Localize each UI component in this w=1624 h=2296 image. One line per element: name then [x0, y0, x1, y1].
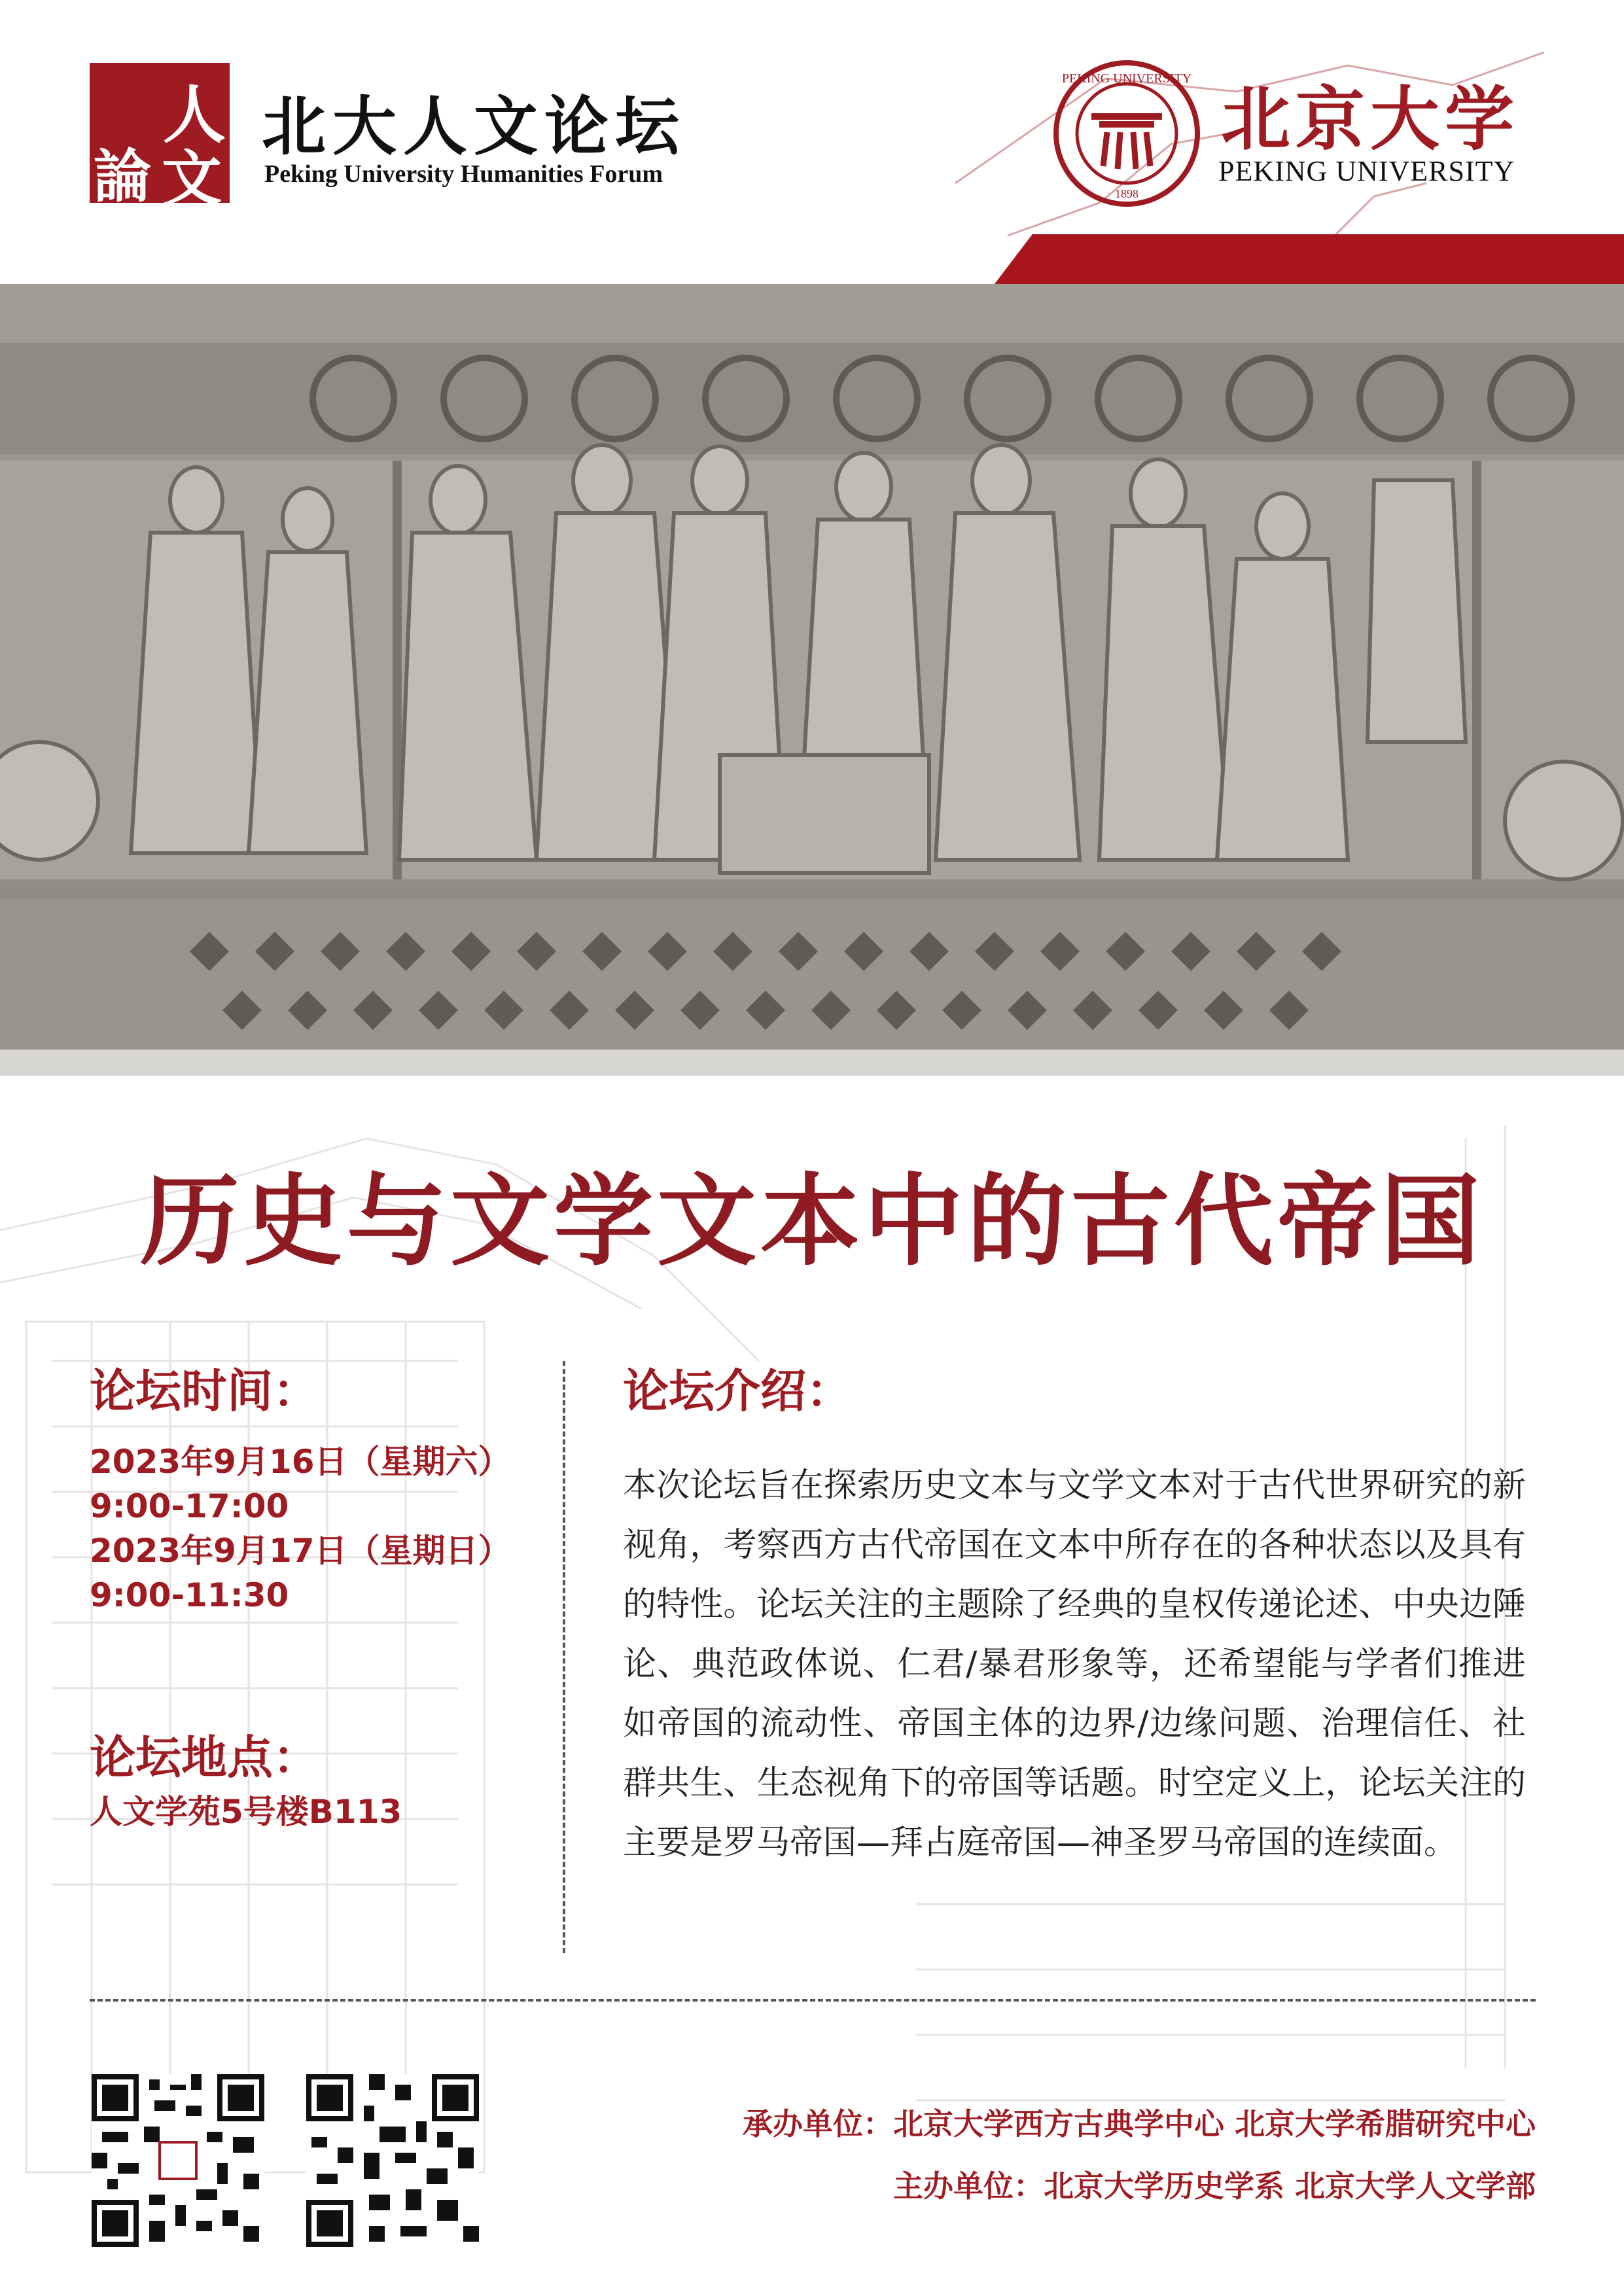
column-divider: [563, 1361, 565, 1953]
time-heading: 论坛时间：: [90, 1364, 319, 1418]
relief-photo: [0, 284, 1624, 1076]
intro-text: 本次论坛旨在探索历史文本与文学文本对于古代世界研究的新视角，考察西方古代帝国在文本中所存在的各种状态以及具有的特性。论坛关注的主题除了经典的皇权传递论述、中央边陲论、典范政体说、仁君/暴君形象等，还希望能与学者们推进如帝国的流动性、帝国主体的边界/边缘问题、治理信任、社群共生、生态视角下的帝国等话题。时空定义上，论坛关注的主要是罗马帝国—拜占庭帝国—神圣罗马帝国的连续面。: [623, 1466, 1526, 1862]
seal-char: 論: [94, 142, 152, 210]
time-line: 9:00-11:30: [90, 1576, 289, 1614]
place-value: 人文学苑5号楼B113: [90, 1793, 402, 1831]
qr-code-icon: [92, 2074, 264, 2247]
host-value: 北京大学西方古典学中心 北京大学希腊研究中心: [892, 2106, 1536, 2142]
time-line: 2023年9月17日（星期日）: [90, 1532, 511, 1570]
red-accent-band: [995, 234, 1624, 284]
time-line: 2023年9月16日（星期六）: [90, 1443, 511, 1481]
forum-seal-logo: [90, 63, 230, 214]
footer-divider: [90, 1999, 1536, 2002]
qr-code-icon: [306, 2074, 479, 2247]
host-organizers: [743, 2100, 1536, 2144]
forum-name: 北大人文论坛: [262, 89, 686, 164]
time-list: [90, 1439, 511, 1617]
place-heading: 论坛地点：: [90, 1731, 319, 1784]
pku-name-en: PEKING UNIVERSITY: [1218, 155, 1515, 187]
time-line: 9:00-17:00: [90, 1487, 289, 1525]
intro-heading: 论坛介绍：: [623, 1364, 852, 1418]
forum-name-en: Peking University Humanities Forum: [264, 160, 663, 188]
pku-emblem-text: PEKING UNIVERSITY: [1061, 71, 1192, 86]
poster-title: 历史与文学文本中的古代帝国: [140, 1163, 1484, 1279]
pku-name-cn: 北京大学: [1221, 78, 1519, 160]
sponsor-label: 主办单位：: [892, 2168, 1044, 2204]
seal-char: 人: [163, 78, 226, 152]
pku-emblem-year: 1898: [1115, 187, 1139, 200]
host-label: 承办单位：: [742, 2106, 893, 2142]
sponsor-value: 北京大学历史学系 北京大学人文学部: [1043, 2168, 1536, 2204]
sponsor-organizers: [893, 2163, 1536, 2206]
pku-emblem-icon: [1052, 59, 1201, 208]
seal-char: 文: [162, 143, 222, 214]
